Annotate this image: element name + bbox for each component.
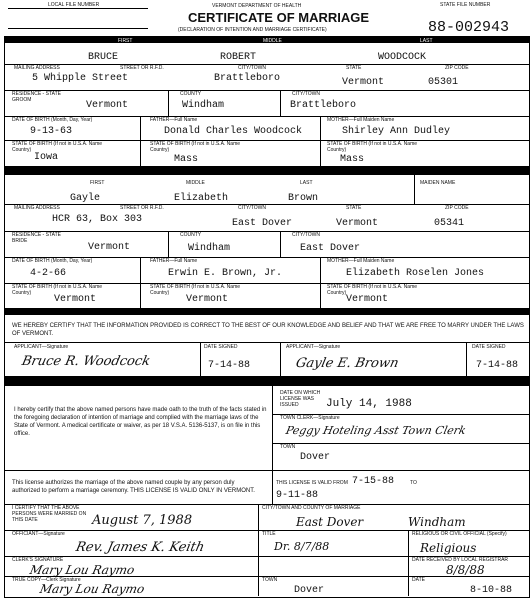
true-copy-town: Dover — [294, 585, 325, 596]
date-received: 8/8/88 — [446, 563, 485, 577]
bride-last-name: Brown — [288, 193, 319, 204]
groom-birth-state: Iowa — [34, 152, 59, 163]
marriage-date: August 7, 1988 — [92, 513, 193, 528]
marriage-city: East Dover — [296, 515, 364, 529]
license-valid-from: 7-15-88 — [352, 476, 395, 487]
bride-date-signed: 7-14-88 — [476, 360, 519, 371]
bride-birth-state: Vermont — [54, 294, 97, 305]
groom-signature: Bruce R. Woodcock — [20, 354, 152, 369]
bride-section-bar — [5, 166, 529, 175]
license-issued-date: July 14, 1988 — [326, 398, 412, 410]
town-clerk-signature: Peggy Hoteling Asst Town Clerk — [284, 424, 468, 437]
bride-residence-state: Vermont — [88, 242, 131, 253]
groom-mailing-state: Vermont — [342, 77, 385, 88]
local-file-label: LOCAL FILE NUMBER — [48, 2, 100, 8]
groom-mother-name: Shirley Ann Dudley — [342, 126, 451, 137]
officiant-title: Dr. 8/7/88 — [274, 540, 330, 553]
groom-mailing-zip: 05301 — [428, 77, 459, 88]
groom-residence-state: Vermont — [86, 100, 129, 111]
ceremony-type: Religious — [420, 541, 477, 555]
bride-middle-name: Elizabeth — [174, 193, 229, 204]
groom-date-signed: 7-14-88 — [208, 360, 251, 371]
groom-residence-county: Windham — [182, 100, 225, 111]
bride-mailing-zip: 05341 — [434, 218, 465, 229]
groom-mailing-address: 5 Whipple Street — [32, 73, 129, 84]
bride-father-name: Erwin E. Brown, Jr. — [168, 268, 283, 279]
groom-mother-birth-state: Mass — [340, 154, 365, 165]
bride-signature: Gayle E. Brown — [294, 356, 400, 371]
officiant-signature: Rev. James K. Keith — [74, 540, 206, 555]
bride-father-birth-state: Vermont — [186, 294, 229, 305]
bride-mother-birth-state: Vermont — [346, 294, 389, 305]
groom-residence-city: Brattleboro — [290, 100, 357, 111]
bride-first-name: Gayle — [70, 193, 101, 204]
groom-father-name: Donald Charles Woodcock — [164, 126, 303, 137]
bride-mailing-state: Vermont — [336, 218, 379, 229]
bride-residence-county: Windham — [188, 243, 231, 254]
issuing-town: Dover — [300, 452, 331, 463]
clerk-section-bar — [5, 376, 529, 386]
certify-section-bar — [5, 308, 529, 315]
bride-mailing-address: HCR 63, Box 303 — [52, 214, 143, 225]
bride-mother-name: Elizabeth Roselen Jones — [346, 268, 485, 279]
groom-father-birth-state: Mass — [174, 154, 199, 165]
certify-statement: WE HEREBY CERTIFY THAT THE INFORMATION PROVIDED IS CORRECT TO THE BEST OF OUR KNOWLEDGE AND BELIEF AND THAT WE ARE FREE TO MARRY UNDER THE LAWS OF VERMONT. — [12, 323, 524, 337]
license-authorization-text: This license authorizes the marriage of the above named couple by any person duly authorized to perform a marriage ceremony. THIS LICENSE IS VALID ONLY IN VERMONT. — [12, 480, 255, 494]
true-copy-date: 8-10-88 — [470, 585, 513, 596]
clerk-signature: Mary Lou Raymo — [28, 563, 136, 577]
clerk-certification-text: I hereby certify that the above named persons have made oath to the truth of the facts stated in the foregoing declaration of intention of marriage and complied with the marriage laws of the State of Vermont. A medical certificate or waiver, as per 18 V.S.A. 5136-5137, is on file in this office. — [14, 407, 267, 437]
bride-mailing-city: East Dover — [232, 218, 293, 229]
page-subtitle: (DECLARATION OF INTENTION AND MARRIAGE CERTIFICATE) — [178, 27, 327, 33]
bride-residence-city: East Dover — [300, 243, 361, 254]
bride-dob: 4-2-66 — [30, 268, 67, 279]
groom-dob: 9-13-63 — [30, 126, 73, 137]
state-file-number: 88-002943 — [428, 19, 510, 36]
state-file-label: STATE FILE NUMBER — [440, 2, 491, 8]
groom-last-name: WOODCOCK — [378, 52, 427, 63]
groom-first-name: BRUCE — [88, 52, 119, 63]
license-valid-to: 9-11-88 — [276, 490, 319, 501]
true-copy-signature: Mary Lou Raymo — [38, 582, 146, 596]
groom-middle-name: ROBERT — [220, 52, 257, 63]
page-title: CERTIFICATE OF MARRIAGE — [188, 10, 370, 25]
marriage-county: Windham — [408, 515, 466, 529]
dept-label: VERMONT DEPARTMENT OF HEALTH — [212, 3, 302, 9]
groom-mailing-city: Brattleboro — [214, 73, 281, 84]
